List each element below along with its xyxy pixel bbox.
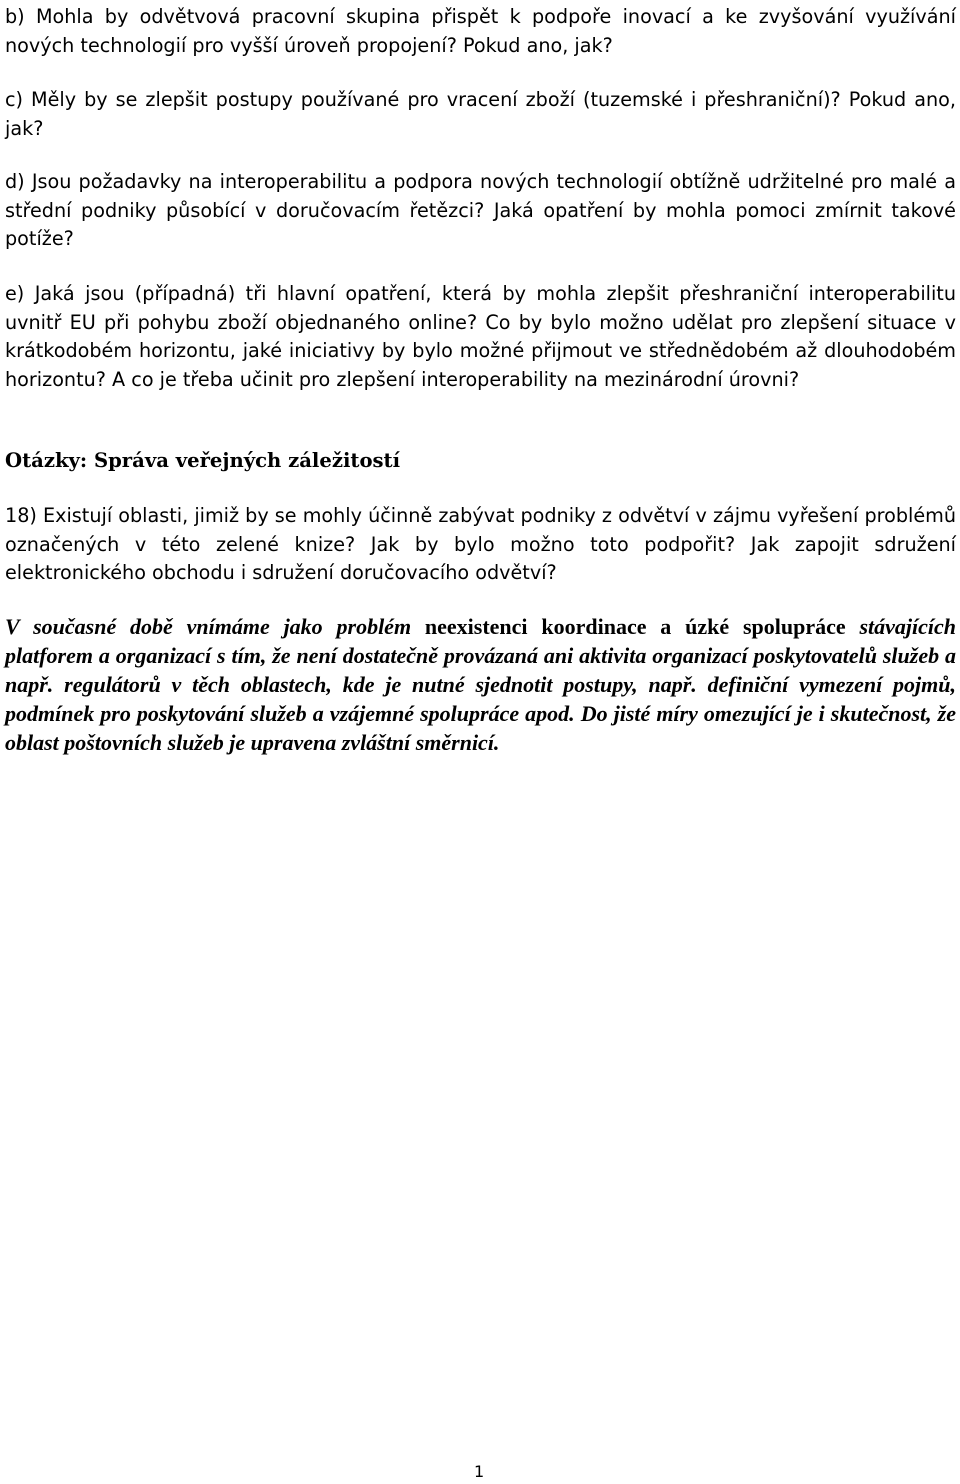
section-heading: Otázky: Správa veřejných záležitostí [5, 449, 401, 472]
question-c: c) Měly by se zlepšit postupy používané pro vracení zboží (tuzemské i přeshraniční)? Pokud ano, jak? [5, 88, 956, 140]
answer-bold-segment: neexistenci koordinace a úzké spolupráce [411, 614, 860, 639]
page-number: 1 [474, 1462, 485, 1481]
answer-italic-lead: V současné době vnímáme jako problém [5, 614, 412, 639]
question-18: 18) Existují oblasti, jimiž by se mohly účinně zabývat podniky z odvětví v zájmu vyřešení problémů označených v této zelené knize? Jak by bylo možno toto podpořit? Jak zapojit sdružení elektronického obchodu i sdružení doručovacího odvětví? [5, 504, 956, 584]
question-e: e) Jaká jsou (případná) tři hlavní opatření, která by mohla zlepšit přeshraniční interoperabilitu uvnitř EU při pohybu zboží objednaného online? Co by bylo možno udělat pro zlepšení situace v krátkodobém horizontu, jaké iniciativy by bylo možné přijmout ve střednědobém až dlouhodobém horizontu? A co je třeba učinit pro zlepšení interoperability na mezinárodní úrovni? [5, 282, 956, 391]
answer-italic-rest: stávajících platforem a organizací s tím, že není dostatečně provázaná ani aktivita organizací poskytovatelů služeb a např. regulátorů v těch oblastech, kde je nutné sjednotit postupy, např. definiční vymezení pojmů, podmínek pro poskytování služeb a vzájemné spolupráce apod. Do jisté míry omezující je i skutečnost, že oblast poštovních služeb je upravena zvláštní směrnicí. [5, 614, 956, 755]
question-b: b) Mohla by odvětvová pracovní skupina přispět k podpoře inovací a ke zvyšování využívání nových technologií pro vyšší úroveň propojení? Pokud ano, jak? [5, 5, 956, 57]
answer-paragraph [5, 612, 956, 757]
question-d: d) Jsou požadavky na interoperabilitu a podpora nových technologií obtížně udržitelné pro malé a střední podniky působící v doručovacím řetězci? Jaká opatření by mohla pomoci zmírnit takové potíže? [5, 170, 956, 250]
